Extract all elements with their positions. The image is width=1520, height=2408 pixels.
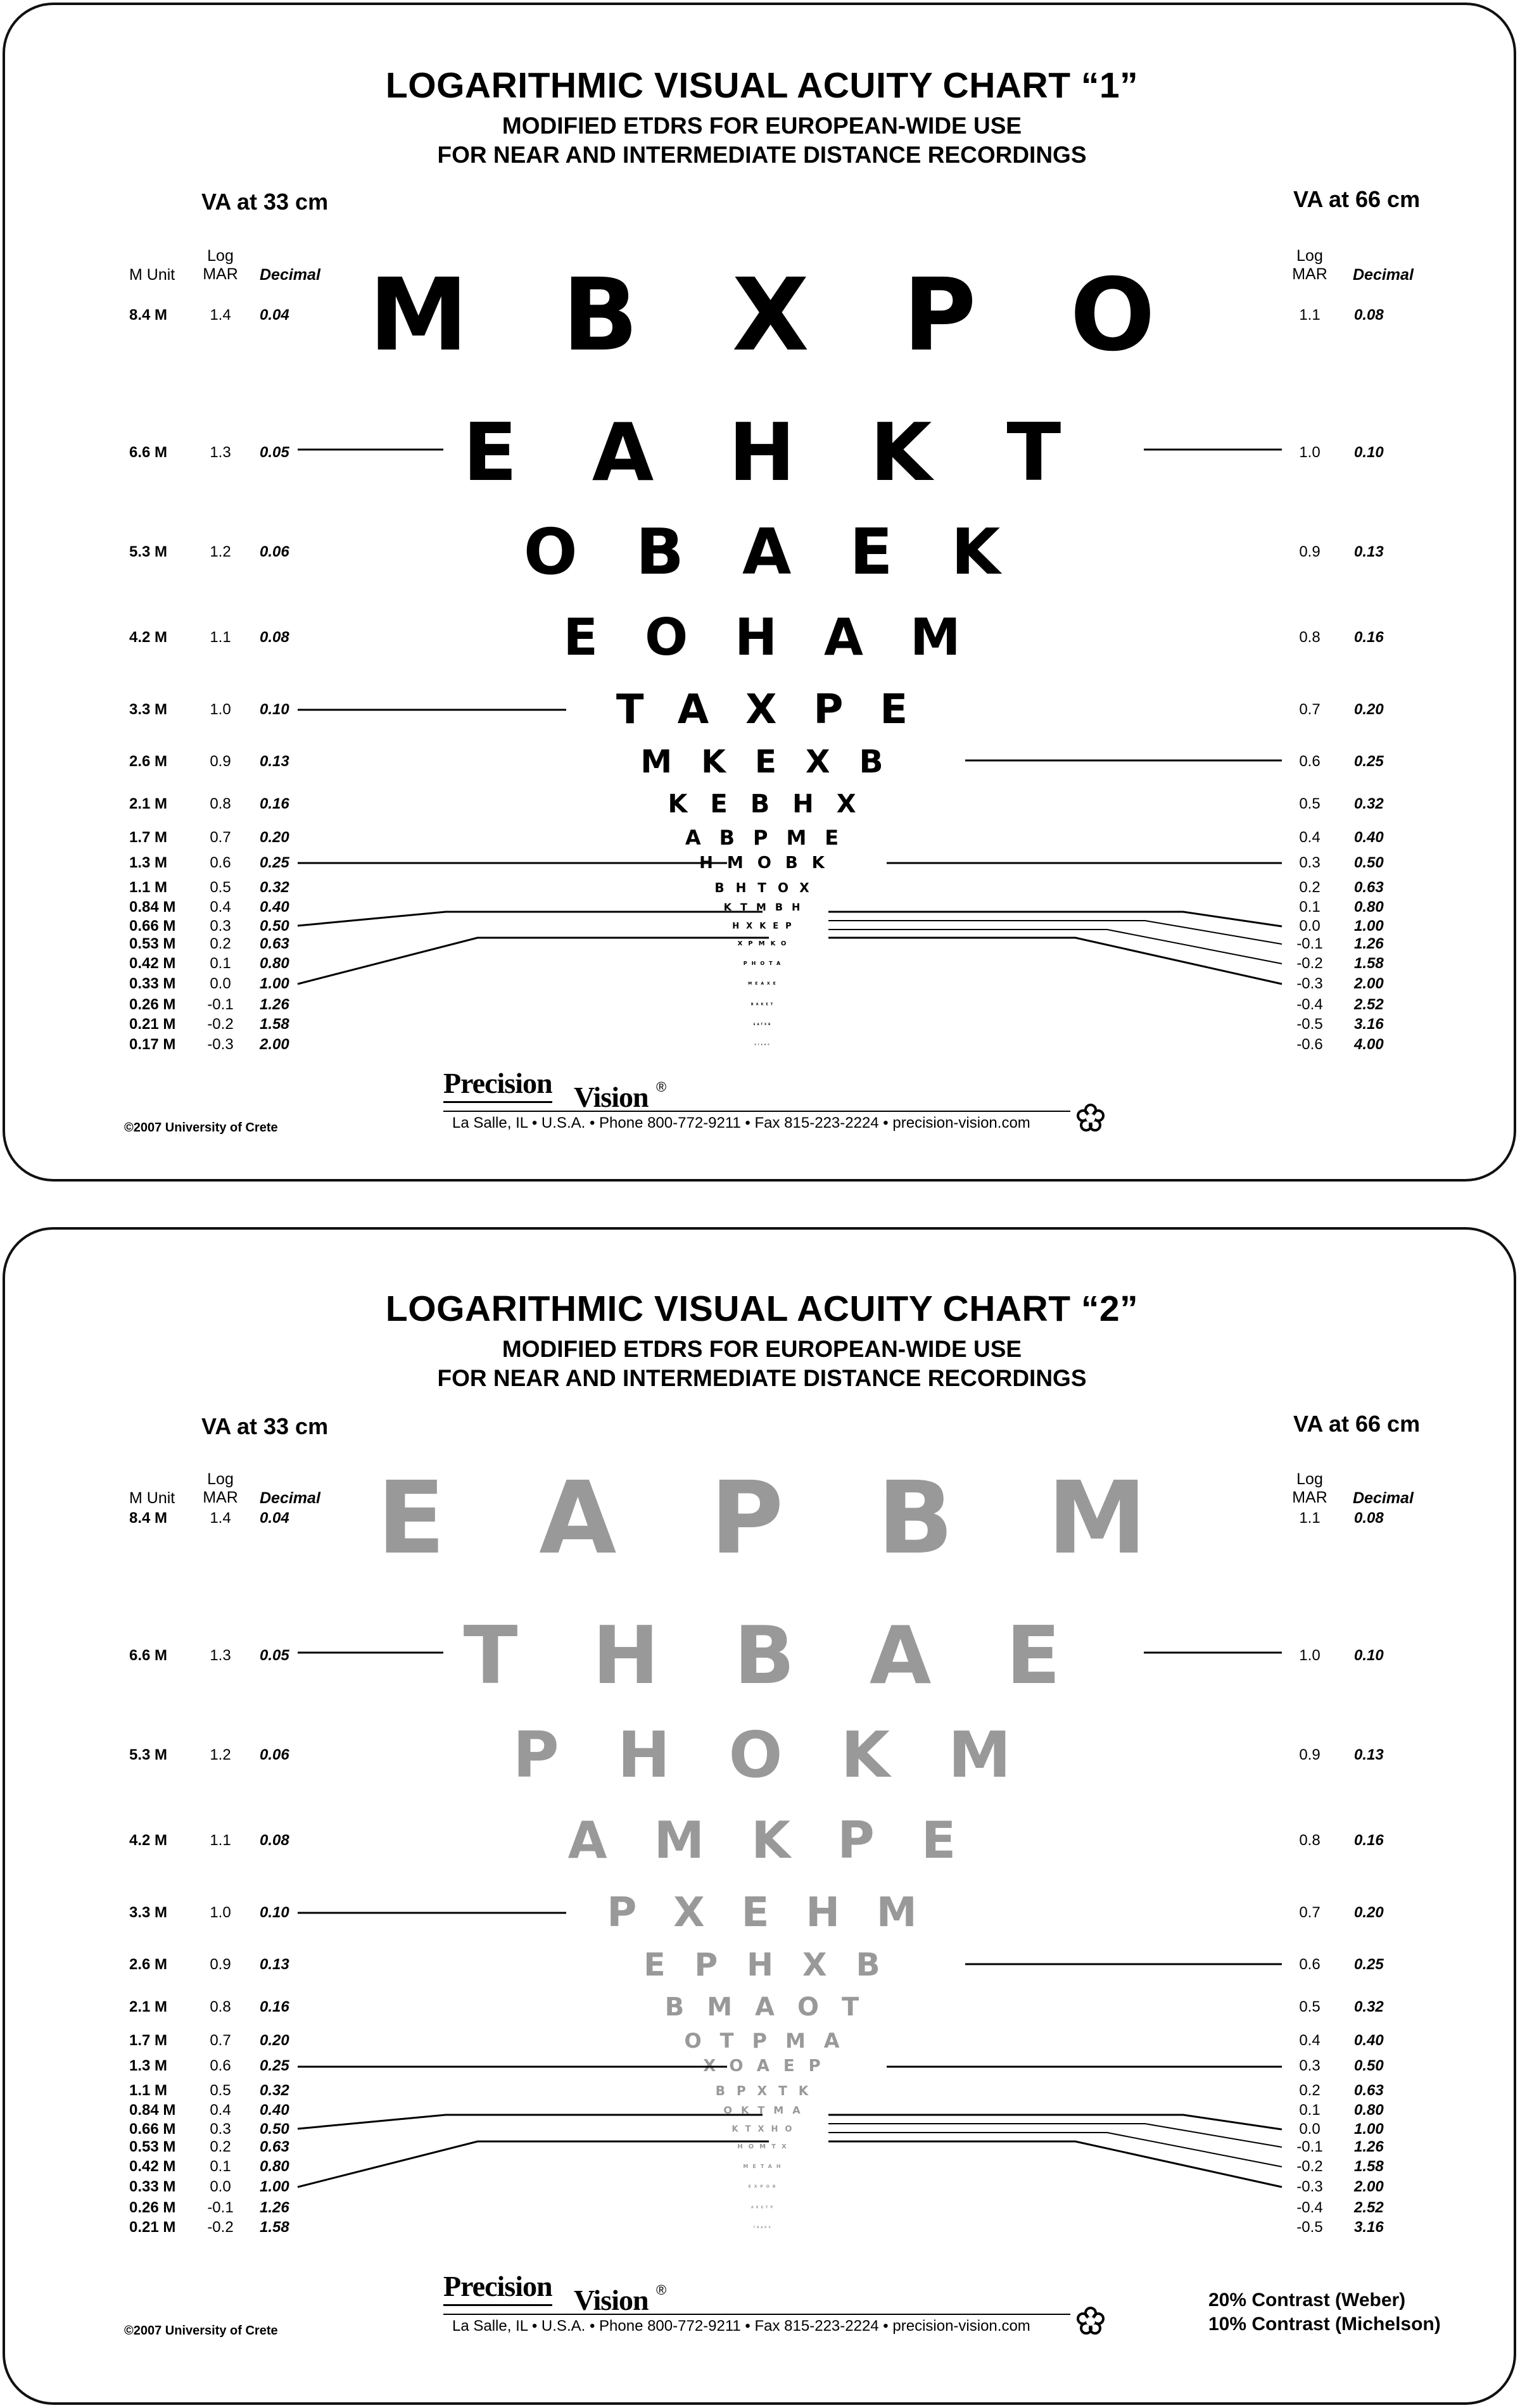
right-logmar-value: -0.4	[1296, 2199, 1323, 2216]
logmar-value: 1.2	[210, 1746, 231, 1763]
m-unit-value: 2.1 M	[129, 1998, 168, 2015]
logmar-value: -0.3	[207, 1036, 234, 1053]
guide-line-m02-right	[828, 2133, 1282, 2167]
right-decimal-header: Decimal	[1353, 1489, 1414, 1507]
acuity-chart-2	[3, 1227, 1516, 2405]
m-unit-value: 8.4 M	[129, 306, 168, 324]
logo-vision: Vision	[574, 1081, 649, 1113]
decimal-value: 1.00	[260, 2178, 289, 2195]
right-log-header-text: Log	[1296, 1470, 1323, 1488]
optotype-row: PHOTA	[743, 961, 785, 966]
optotype-row: KTMBH	[723, 901, 809, 913]
m-unit-value: 5.3 M	[129, 543, 168, 560]
m-unit-value: 1.3 M	[129, 2057, 168, 2074]
right-logmar-value: 1.1	[1299, 1510, 1320, 1527]
optotype-row: EPHXB	[643, 1946, 909, 1983]
optotype-row: XOAEP	[703, 2057, 835, 2076]
decimal-value: 0.50	[260, 2121, 289, 2138]
logmar-value: -0.1	[207, 2199, 234, 2216]
m-unit-value: 8.4 M	[129, 1510, 168, 1527]
log-header-text: Log	[207, 1470, 234, 1488]
logmar-value: 1.1	[210, 629, 231, 646]
right-decimal-value: 0.40	[1354, 829, 1384, 846]
m-unit-value: 4.2 M	[129, 1832, 168, 1849]
optotype-row: TAXPE	[616, 686, 945, 733]
guide-line-033m-left	[298, 938, 769, 984]
decimal-value: 2.00	[260, 1036, 289, 1053]
right-decimal-value: 0.50	[1354, 2057, 1384, 2074]
guide-line-m01-right	[828, 921, 1282, 944]
m-unit-value: 0.33 M	[129, 975, 176, 992]
optotype-row: BAKET	[750, 1002, 776, 1007]
logmar-value: 0.4	[210, 2102, 231, 2119]
decimal-value: 0.10	[260, 1904, 289, 1921]
optotype-row: THBAE	[463, 1609, 1136, 1702]
va-right-label: VA at 66 cm	[1293, 186, 1421, 212]
right-decimal-value: 0.16	[1354, 629, 1384, 646]
right-decimal-value: 0.63	[1354, 879, 1384, 896]
right-decimal-value: 1.58	[1354, 955, 1384, 972]
va-left-label: VA at 33 cm	[201, 189, 329, 215]
optotype-row: OKTMA	[723, 2104, 809, 2116]
logo-registered: ®	[656, 1079, 667, 1095]
logmar-value: 0.0	[210, 975, 231, 992]
right-mar-header-text: MAR	[1292, 1489, 1327, 1506]
decimal-value: 0.16	[260, 1998, 289, 2015]
va-right-label: VA at 66 cm	[1293, 1411, 1421, 1437]
guide-line-m03-right	[828, 938, 1282, 984]
m-unit-value: 1.1 M	[129, 2082, 168, 2099]
optotype-row: EOHAM	[563, 608, 1008, 667]
right-logmar-value: 0.5	[1299, 1998, 1320, 2015]
logmar-value: 1.0	[210, 1904, 231, 1921]
logmar-value: 0.1	[210, 955, 231, 972]
m-unit-value: 0.84 M	[129, 898, 176, 916]
right-logmar-value: 0.1	[1299, 2102, 1320, 2119]
right-decimal-value: 0.80	[1354, 898, 1384, 916]
chart-subtitle-line1: MODIFIED ETDRS FOR EUROPEAN-WIDE USE	[502, 1336, 1022, 1362]
right-logmar-value: 1.0	[1299, 1647, 1320, 1664]
chart-subtitle-line2: FOR NEAR AND INTERMEDIATE DISTANCE RECORDINGS	[437, 142, 1087, 168]
decimal-value: 1.26	[260, 2199, 289, 2216]
decimal-value: 0.80	[260, 2158, 289, 2175]
m-unit-value: 0.84 M	[129, 2102, 176, 2119]
decimal-value: 0.16	[260, 795, 289, 812]
optotype-row: EAPBM	[377, 1460, 1241, 1577]
logmar-value: 0.5	[210, 2082, 231, 2099]
flower-icon	[1075, 1103, 1106, 1133]
optotype-row: EAHKT	[462, 406, 1136, 499]
log-header-text: Log	[207, 247, 234, 265]
logmar-value: 1.1	[210, 1832, 231, 1849]
copyright: ©2007 University of Crete	[124, 2324, 278, 2338]
guide-line-00-right	[828, 912, 1282, 926]
right-logmar-value: 0.0	[1299, 917, 1320, 935]
guide-line-00-right	[828, 2115, 1282, 2129]
right-logmar-value: 0.2	[1299, 879, 1320, 896]
right-decimal-header: Decimal	[1353, 266, 1414, 284]
right-decimal-value: 1.00	[1354, 2121, 1384, 2138]
logmar-value: 0.4	[210, 898, 231, 916]
logo-precision: Precision	[443, 2269, 552, 2306]
right-decimal-value: 3.16	[1354, 1016, 1384, 1033]
logmar-value: 0.3	[210, 2121, 231, 2138]
logo-rule	[443, 2314, 1070, 2315]
m-unit-header: M Unit	[129, 1489, 175, 1507]
m-unit-value: 0.33 M	[129, 2178, 176, 2195]
decimal-value: 0.05	[260, 444, 289, 461]
right-logmar-value: 0.3	[1299, 854, 1320, 871]
right-decimal-value: 0.20	[1354, 701, 1384, 718]
decimal-header: Decimal	[260, 1489, 320, 1507]
right-log-header-text: Log	[1296, 247, 1323, 265]
logmar-value: 0.6	[210, 2057, 231, 2074]
contrast-weber: 20% Contrast (Weber)	[1208, 2290, 1406, 2310]
right-logmar-value: 0.8	[1299, 629, 1320, 646]
logo-rule	[443, 1111, 1070, 1112]
decimal-value: 0.80	[260, 955, 289, 972]
m-unit-value: 2.6 M	[129, 753, 168, 770]
optotype-row: BMAOT	[664, 1993, 882, 2022]
right-logmar-value: -0.5	[1296, 1016, 1323, 1033]
m-unit-value: 1.7 M	[129, 829, 168, 846]
decimal-value: 0.13	[260, 753, 289, 770]
right-logmar-value: 0.7	[1299, 1904, 1320, 1921]
optotype-row: HOMTX	[737, 2143, 792, 2150]
m-unit-value: 0.42 M	[129, 955, 176, 972]
logo-registered: ®	[656, 2282, 667, 2298]
optotype-row: PXEHM	[607, 1889, 954, 1936]
right-logmar-value: -0.1	[1296, 935, 1323, 952]
decimal-value: 0.06	[260, 543, 289, 560]
m-unit-value: 0.26 M	[129, 996, 176, 1013]
decimal-value: 0.32	[260, 2082, 289, 2099]
right-decimal-value: 0.20	[1354, 1904, 1384, 1921]
right-decimal-value: 0.13	[1354, 1746, 1384, 1763]
optotype-row: KEBHX	[668, 790, 879, 819]
acuity-chart-1	[3, 3, 1516, 1182]
m-unit-value: 0.66 M	[129, 917, 176, 935]
guide-lines	[5, 1230, 1519, 2407]
m-unit-value: 6.6 M	[129, 444, 168, 461]
guide-line-033m-left	[298, 2141, 769, 2187]
right-decimal-value: 0.10	[1354, 444, 1384, 461]
optotype-row: EXPOB	[748, 2184, 779, 2189]
m-unit-value: 5.3 M	[129, 1746, 168, 1763]
logmar-value: 0.9	[210, 1956, 231, 1973]
decimal-value: 0.20	[260, 2032, 289, 2049]
right-logmar-value: 0.8	[1299, 1832, 1320, 1849]
logmar-value: 0.7	[210, 829, 231, 846]
guide-line-m02-right	[828, 930, 1282, 964]
right-decimal-value: 0.63	[1354, 2082, 1384, 2099]
right-logmar-value: 0.6	[1299, 753, 1320, 770]
right-logmar-value: -0.5	[1296, 2219, 1323, 2236]
right-logmar-value: -0.2	[1296, 955, 1323, 972]
m-unit-header: M Unit	[129, 266, 175, 284]
decimal-value: 0.50	[260, 917, 289, 935]
right-decimal-value: 3.16	[1354, 2219, 1384, 2236]
guide-line-066m-left	[298, 912, 763, 926]
optotype-row: HXKEP	[732, 921, 799, 931]
right-decimal-value: 0.25	[1354, 753, 1384, 770]
m-unit-value: 6.6 M	[129, 1647, 168, 1664]
logmar-value: 1.3	[210, 1647, 231, 1664]
logmar-value: 0.1	[210, 2158, 231, 2175]
right-logmar-value: 0.6	[1299, 1956, 1320, 1973]
decimal-value: 0.05	[260, 1647, 289, 1664]
m-unit-value: 3.3 M	[129, 1904, 168, 1921]
optotype-row: AMKPE	[567, 1811, 1003, 1870]
right-decimal-value: 0.25	[1354, 1956, 1384, 1973]
optotype-row: ABPME	[685, 826, 858, 850]
decimal-value: 1.26	[260, 996, 289, 1013]
m-unit-value: 0.17 M	[129, 1036, 176, 1053]
optotype-row: BHTOX	[714, 880, 821, 895]
right-logmar-value: -0.4	[1296, 996, 1323, 1013]
chart-subtitle-line2: FOR NEAR AND INTERMEDIATE DISTANCE RECORDINGS	[437, 1365, 1087, 1391]
m-unit-value: 4.2 M	[129, 629, 168, 646]
right-decimal-value: 2.52	[1354, 2199, 1384, 2216]
decimal-value: 0.32	[260, 879, 289, 896]
guide-line-066m-left	[298, 2115, 763, 2129]
optotype-row: KTXHO	[732, 2124, 799, 2134]
m-unit-value: 2.1 M	[129, 795, 168, 812]
address-line: La Salle, IL • U.S.A. • Phone 800-772-9211 • Fax 815-223-2224 • precision-vision.com	[452, 1114, 1030, 1132]
decimal-value: 0.63	[260, 2138, 289, 2155]
m-unit-value: 0.21 M	[129, 2219, 176, 2236]
logmar-value: 0.5	[210, 879, 231, 896]
mar-header-text: MAR	[203, 265, 238, 283]
decimal-value: 0.08	[260, 1832, 289, 1849]
decimal-value: 0.25	[260, 854, 289, 871]
logmar-value: -0.2	[207, 1016, 234, 1033]
logmar-value: -0.2	[207, 2219, 234, 2236]
m-unit-value: 1.7 M	[129, 2032, 168, 2049]
right-decimal-value: 1.26	[1354, 2138, 1384, 2155]
right-logmar-value: 0.1	[1299, 898, 1320, 916]
right-decimal-value: 0.08	[1354, 306, 1384, 324]
right-logmar-value: 0.9	[1299, 543, 1320, 560]
logmar-value: 0.0	[210, 2178, 231, 2195]
logmar-value: 0.6	[210, 854, 231, 871]
optotype-row: AKETP	[750, 2205, 776, 2210]
optotype-row: XPMKO	[737, 940, 792, 947]
right-decimal-value: 0.50	[1354, 854, 1384, 871]
decimal-value: 0.20	[260, 829, 289, 846]
logmar-value: 0.2	[210, 2138, 231, 2155]
logmar-value: 0.7	[210, 2032, 231, 2049]
right-decimal-value: 0.40	[1354, 2032, 1384, 2049]
m-unit-value: 1.3 M	[129, 854, 168, 871]
va-left-label: VA at 33 cm	[201, 1413, 329, 1439]
logmar-value: 0.8	[210, 795, 231, 812]
right-logmar-value: -0.3	[1296, 2178, 1323, 2195]
logo-precision: Precision	[443, 1066, 552, 1103]
decimal-value: 0.04	[260, 1510, 289, 1527]
logmar-value: 0.9	[210, 753, 231, 770]
logmar-value: 1.0	[210, 701, 231, 718]
guide-line-m01-right	[828, 2124, 1282, 2147]
decimal-value: 0.40	[260, 898, 289, 916]
right-logmar-value: -0.2	[1296, 2158, 1323, 2175]
optotype-row: METAH	[743, 2164, 785, 2169]
decimal-value: 0.08	[260, 629, 289, 646]
right-decimal-value: 0.10	[1354, 1647, 1384, 1664]
right-mar-header-text: MAR	[1292, 265, 1327, 283]
right-logmar-value: 0.9	[1299, 1746, 1320, 1763]
chart-subtitle-line1: MODIFIED ETDRS FOR EUROPEAN-WIDE USE	[502, 113, 1022, 139]
right-decimal-value: 2.52	[1354, 996, 1384, 1013]
m-unit-value: 2.6 M	[129, 1956, 168, 1973]
optotype-row: XTEHP	[754, 1043, 771, 1046]
guide-lines	[5, 5, 1519, 1184]
guide-line-m03-right	[828, 2141, 1282, 2187]
right-logmar-value: 0.2	[1299, 2082, 1320, 2099]
right-decimal-value: 0.80	[1354, 2102, 1384, 2119]
m-unit-value: 0.26 M	[129, 2199, 176, 2216]
right-decimal-value: 0.08	[1354, 1510, 1384, 1527]
optotype-row: PHOKM	[512, 1718, 1070, 1792]
decimal-value: 0.63	[260, 935, 289, 952]
optotype-row: HMOBK	[699, 854, 839, 873]
right-logmar-value: 1.0	[1299, 444, 1320, 461]
optotype-row: OBAEK	[523, 515, 1059, 589]
right-logmar-value: -0.6	[1296, 1036, 1323, 1053]
logmar-value: 1.4	[210, 1510, 231, 1527]
right-logmar-value: 0.4	[1299, 829, 1320, 846]
logmar-value: 0.2	[210, 935, 231, 952]
decimal-value: 1.58	[260, 2219, 289, 2236]
logmar-value: 0.8	[210, 1998, 231, 2015]
decimal-value: 1.58	[260, 1016, 289, 1033]
decimal-header: Decimal	[260, 266, 320, 284]
logmar-value: 1.3	[210, 444, 231, 461]
logmar-value: 0.3	[210, 917, 231, 935]
chart-title: LOGARITHMIC VISUAL ACUITY CHART “1”	[385, 65, 1139, 106]
mar-header-text: MAR	[203, 1489, 238, 1506]
decimal-value: 0.25	[260, 2057, 289, 2074]
right-decimal-value: 0.13	[1354, 543, 1384, 560]
right-logmar-value: 0.4	[1299, 2032, 1320, 2049]
optotype-row: TBAKX	[753, 2226, 773, 2229]
decimal-value: 0.40	[260, 2102, 289, 2119]
right-decimal-value: 0.16	[1354, 1832, 1384, 1849]
flower-icon	[1075, 2306, 1106, 2336]
copyright: ©2007 University of Crete	[124, 1121, 278, 1135]
decimal-value: 0.13	[260, 1956, 289, 1973]
right-logmar-value: 1.1	[1299, 306, 1320, 324]
right-decimal-value: 1.26	[1354, 935, 1384, 952]
right-logmar-value: 0.5	[1299, 795, 1320, 812]
optotype-row: BPXTK	[715, 2083, 820, 2098]
m-unit-value: 0.53 M	[129, 935, 176, 952]
right-logmar-value: -0.1	[1296, 2138, 1323, 2155]
optotype-row: MEAXE	[748, 981, 779, 986]
m-unit-value: 0.42 M	[129, 2158, 176, 2175]
right-logmar-value: 0.3	[1299, 2057, 1320, 2074]
m-unit-value: 3.3 M	[129, 701, 168, 718]
optotype-row: MKEXB	[640, 743, 913, 780]
logmar-value: -0.1	[207, 996, 234, 1013]
right-decimal-value: 1.58	[1354, 2158, 1384, 2175]
right-decimal-value: 0.32	[1354, 1998, 1384, 2015]
right-decimal-value: 2.00	[1354, 2178, 1384, 2195]
m-unit-value: 0.21 M	[129, 1016, 176, 1033]
right-decimal-value: 4.00	[1354, 1036, 1384, 1053]
address-line: La Salle, IL • U.S.A. • Phone 800-772-9211 • Fax 815-223-2224 • precision-vision.com	[452, 2317, 1030, 2335]
m-unit-value: 0.66 M	[129, 2121, 176, 2138]
right-logmar-value: -0.3	[1296, 975, 1323, 992]
right-logmar-value: 0.0	[1299, 2121, 1320, 2138]
decimal-value: 0.10	[260, 701, 289, 718]
right-decimal-value: 0.32	[1354, 795, 1384, 812]
contrast-michelson: 10% Contrast (Michelson)	[1208, 2314, 1441, 2335]
right-decimal-value: 2.00	[1354, 975, 1384, 992]
decimal-value: 1.00	[260, 975, 289, 992]
decimal-value: 0.04	[260, 306, 289, 324]
decimal-value: 0.06	[260, 1746, 289, 1763]
right-logmar-value: 0.7	[1299, 701, 1320, 718]
optotype-row: OTPMA	[684, 2029, 858, 2053]
logo-vision: Vision	[574, 2284, 649, 2316]
logmar-value: 1.2	[210, 543, 231, 560]
m-unit-value: 0.53 M	[129, 2138, 176, 2155]
right-decimal-value: 1.00	[1354, 917, 1384, 935]
logmar-value: 1.4	[210, 306, 231, 324]
m-unit-value: 1.1 M	[129, 879, 168, 896]
optotype-row: EATXB	[753, 1023, 773, 1026]
chart-title: LOGARITHMIC VISUAL ACUITY CHART “2”	[385, 1289, 1139, 1329]
optotype-row: MBXPO	[369, 257, 1249, 374]
